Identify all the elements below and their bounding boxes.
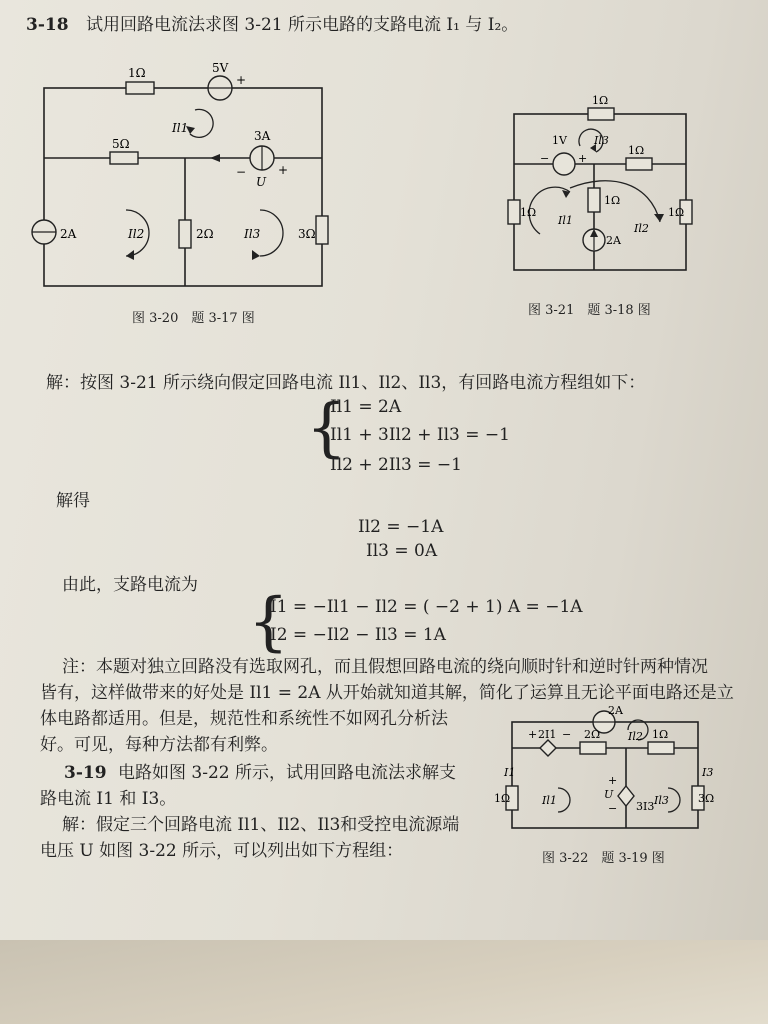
desk-surface <box>0 940 768 1024</box>
fig321-minus: − <box>540 152 550 165</box>
note-line-1: 注：本题对独立回路没有选取网孔，而且假想回路电流的绕向顺时针和逆时针两种情况 <box>62 657 708 677</box>
branch-current-i2: I2 = −Il2 − Il3 = 1A <box>270 625 446 645</box>
fig322-label-2a: 2A <box>608 704 623 717</box>
fig322-label-r1: 1Ω <box>494 792 511 805</box>
fig321-label-r1-top: 1Ω <box>592 94 609 107</box>
fig322-label-r2: 2Ω <box>584 728 601 741</box>
fig321-label-1v: 1V <box>552 134 567 147</box>
fig322-label-2i1: 2I1 <box>538 728 557 741</box>
fig321-label-r1-rr: 1Ω <box>668 206 685 219</box>
fig322-minus: − <box>562 728 572 741</box>
equation-3: Il2 + 2Il3 = −1 <box>330 455 462 475</box>
figure-3-20-caption: 图 3-20 题 3-17 图 <box>132 311 255 326</box>
fig320-label-2a: 2A <box>60 227 77 241</box>
figure-3-20-circuit <box>30 60 340 320</box>
fig322-label-3i3: 3I3 <box>636 800 655 813</box>
fig321-plus: + <box>578 152 588 165</box>
problem-number-3-18: 3-18 <box>26 15 69 35</box>
equation-1: Il1 = 2A <box>330 397 402 417</box>
fig320-label-u: U <box>256 175 267 189</box>
figure-3-21-circuit <box>500 92 710 292</box>
fig320-plus-2: + <box>278 163 289 177</box>
fig321-label-r1-left: 1Ω <box>520 206 537 219</box>
fig321-label-il3: Il3 <box>594 134 609 147</box>
figure-3-22-caption: 图 3-22 题 3-19 图 <box>542 851 665 866</box>
branch-current-label: 由此，支路电流为 <box>62 575 198 595</box>
fig321-label-il1: Il1 <box>558 214 573 227</box>
fig320-plus: + <box>236 73 247 87</box>
fig322-plus-u: + <box>608 774 618 787</box>
fig320-label-3a: 3A <box>254 129 271 143</box>
note-line-4: 好。可见，每种方法都有利弊。 <box>40 735 278 755</box>
figure-3-21-caption: 图 3-21 题 3-18 图 <box>528 303 651 318</box>
fig320-label-r1: 1Ω <box>128 66 146 80</box>
fig320-label-r3: 3Ω <box>298 227 316 241</box>
fig322-label-il2: Il2 <box>628 730 643 743</box>
fig321-label-il2: Il2 <box>634 222 649 235</box>
fig320-label-r2: 2Ω <box>196 227 214 241</box>
problem-3-19-line-1: 电路如图 3-22 所示，试用回路电流法求解支 <box>118 763 456 783</box>
fig322-label-i3: I3 <box>702 766 714 779</box>
fig322-plus: + <box>528 728 538 741</box>
fig322-label-r3: 3Ω <box>698 792 715 805</box>
solved-label: 解得 <box>56 491 90 511</box>
branch-current-i1: I1 = −Il1 − Il2 = ( −2 + 1) A = −1A <box>270 597 583 617</box>
fig322-minus-u: − <box>608 802 618 815</box>
note-line-3: 体电路都适用。但是，规范性和系统性不如网孔分析法 <box>40 709 448 729</box>
problem-3-18-text: 试用回路电流法求图 3-21 所示电路的支路电流 I₁ 与 I₂。 <box>86 15 519 35</box>
textbook-page: 3-18 试用回路电流法求图 3-21 所示电路的支路电流 I₁ 与 I₂。 1Ω 5V + Il1 5Ω 3A − U + 2A Il2 2Ω Il3 3Ω 图 3-20 题 3-17 图 1Ω 1V − + Il3 1Ω 1Ω 1Ω Il1 Il2 1Ω 2A 图 3-21 题 3-18 图 解：按图 3-21 所示绕向假定回路电流 Il1、Il2、Il3，有回路电流方程组如下： { Il1 = 2A Il1 + 3Il2 + Il3 = −1 Il2 + 2Il3 = −1 解得 Il2 = −1A Il3 = 0A 由此，支路电流为 { I1 = −Il1 − Il2 = ( −2 + 1) A = −1A I2 = −Il2 − Il3 = 1A 注：本题对独立回路没有选取网孔，而且假想回路电流的绕向顺时针和逆时针两种情况 皆有，这样做带来的好处是 Il1 = 2A 从开始就知道其解，简化了运算且无论平面电路还是立 体电路都适用。但是，规范性和系统性不如网孔分析法 好。可见，每种方法都有利弊。 3-19 电路如图 3-22 所示，试用回路电流法求解支 路电流 I1 和 I3。 解：假定三个回路电流 Il1、Il2、Il3和受控电流源端 电压 U 如图 3-22 所示，可以列出如下方程组： 2A + 2I1 − 2Ω Il2 1Ω I1 1Ω Il1 + U − 3I3 Il3 I3 3Ω 图 3-22 题 3-19 图 <box>0 0 768 1024</box>
fig321-label-r1-mid: 1Ω <box>604 194 621 207</box>
problem-number-3-19: 3-19 <box>64 763 107 783</box>
fig322-label-r1-top: 1Ω <box>652 728 669 741</box>
fig320-label-il3: Il3 <box>244 227 261 241</box>
fig320-label-5v: 5V <box>212 61 229 75</box>
result-il2: Il2 = −1A <box>358 517 444 537</box>
equation-2: Il1 + 3Il2 + Il3 = −1 <box>330 425 510 445</box>
fig320-label-r5: 5Ω <box>112 137 130 151</box>
solution-3-19-line-2: 电压 U 如图 3-22 所示，可以列出如下方程组： <box>40 841 404 861</box>
result-il3: Il3 = 0A <box>366 541 438 561</box>
fig321-label-2a: 2A <box>606 234 621 247</box>
fig320-label-il1: Il1 <box>172 121 189 135</box>
figure-3-22-circuit <box>494 702 718 842</box>
fig322-label-il3: Il3 <box>654 794 669 807</box>
fig320-minus: − <box>236 165 247 179</box>
fig322-label-u: U <box>604 788 614 801</box>
solution-3-18-intro: 解：按图 3-21 所示绕向假定回路电流 Il1、Il2、Il3，有回路电流方程组如下： <box>46 373 646 393</box>
fig322-label-i1: I1 <box>504 766 516 779</box>
fig321-label-r1-right: 1Ω <box>628 144 645 157</box>
note-line-2: 皆有，这样做带来的好处是 Il1 = 2A 从开始就知道其解，简化了运算且无论平面电路还是立 <box>40 683 734 703</box>
solution-3-19-line-1: 解：假定三个回路电流 Il1、Il2、Il3和受控电流源端 <box>62 815 460 835</box>
problem-3-19-line-2: 路电流 I1 和 I3。 <box>40 789 177 809</box>
fig320-label-il2: Il2 <box>128 227 145 241</box>
fig322-label-il1: Il1 <box>542 794 557 807</box>
